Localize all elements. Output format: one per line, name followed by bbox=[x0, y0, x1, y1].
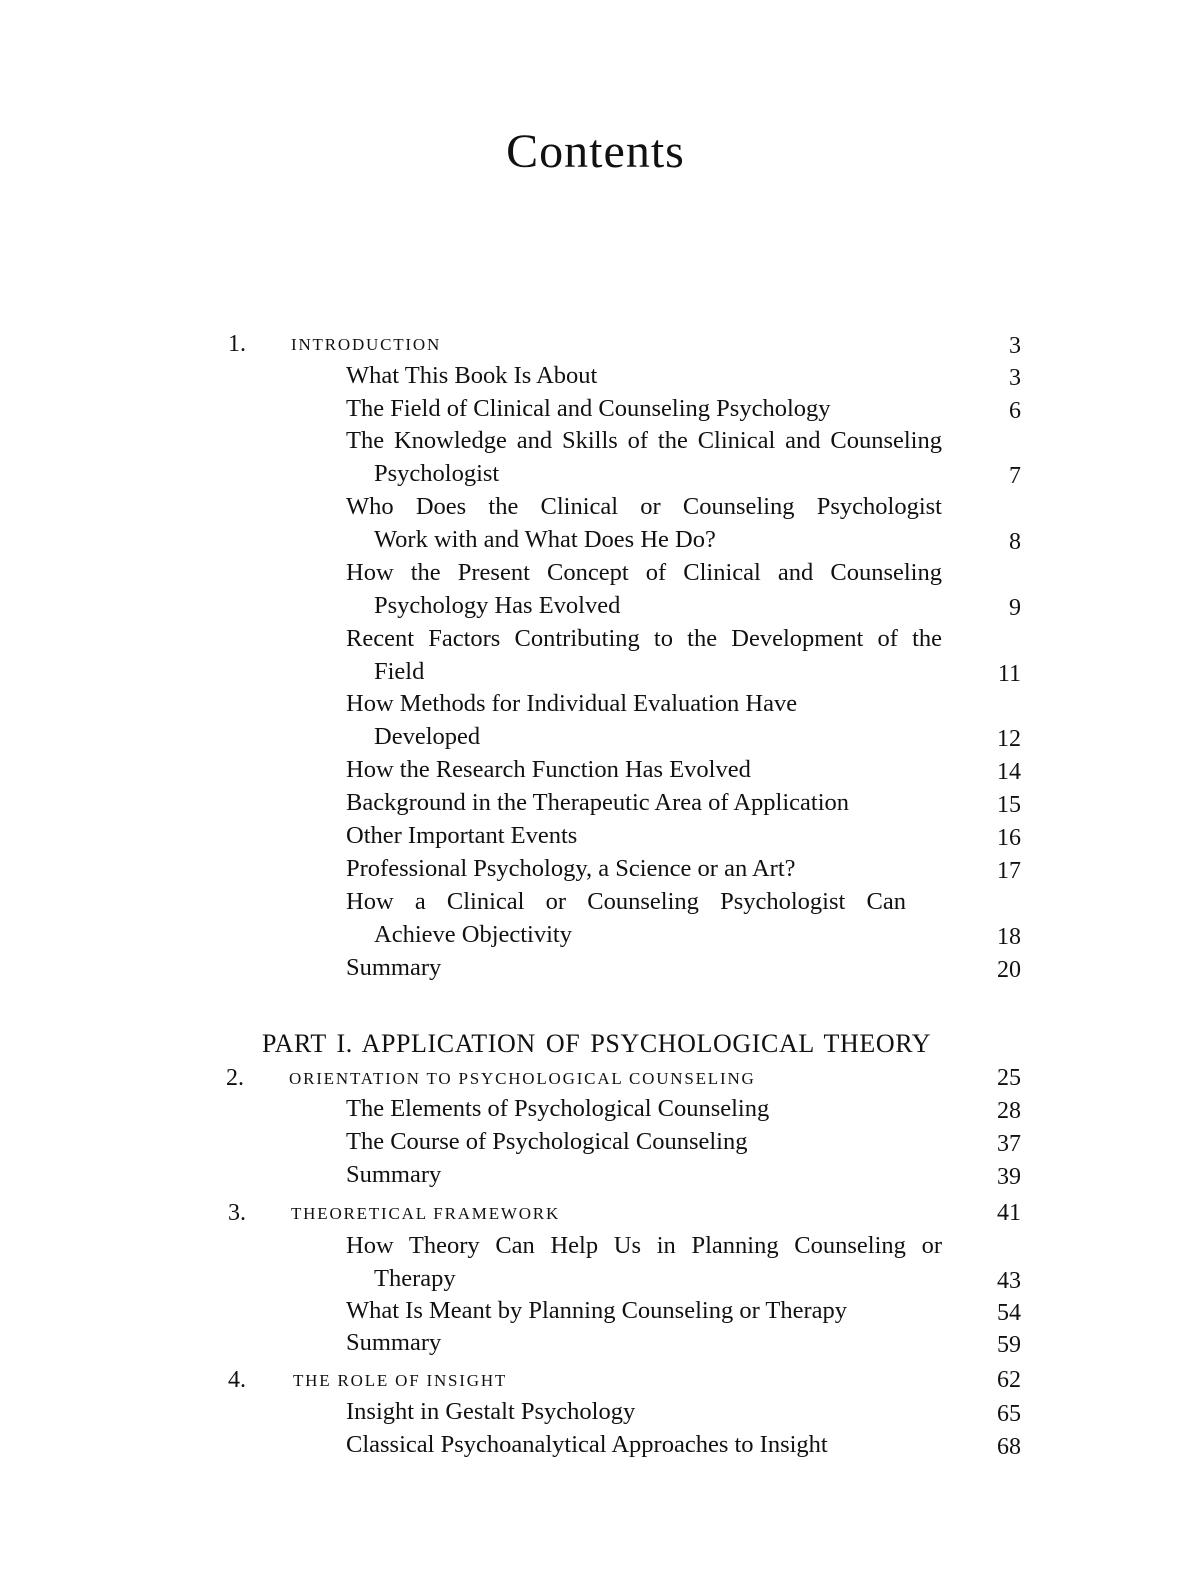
toc-entry-continuation: Work with and What Does He Do? bbox=[374, 526, 716, 553]
page-number: 8 bbox=[1009, 529, 1021, 555]
toc-entry: The Field of Clinical and Counseling Psychology bbox=[346, 395, 831, 422]
page-number: 68 bbox=[997, 1434, 1021, 1460]
toc-entry: What This Book Is About bbox=[346, 362, 598, 389]
page-number: 9 bbox=[1009, 595, 1021, 621]
toc-entry: How Theory Can Help Us in Planning Counseling or bbox=[346, 1232, 942, 1259]
toc-entry: Who Does the Clinical or Counseling Psychologist bbox=[346, 493, 942, 520]
chapter-title: THE ROLE OF INSIGHT bbox=[293, 1371, 508, 1390]
toc-entry-continuation: Field bbox=[374, 658, 425, 685]
toc-entry-continuation: Psychology Has Evolved bbox=[374, 592, 621, 619]
toc-entry: How the Present Concept of Clinical and Counseling bbox=[346, 559, 942, 586]
page-number: 65 bbox=[997, 1401, 1021, 1427]
toc-entry: How Methods for Individual Evaluation Have bbox=[346, 690, 798, 717]
page-number: 20 bbox=[997, 957, 1021, 983]
chapter-number: 1. bbox=[228, 331, 246, 357]
page-number: 11 bbox=[997, 661, 1021, 687]
toc-entry: The Elements of Psychological Counseling bbox=[346, 1095, 770, 1122]
toc-entry: Other Important Events bbox=[346, 822, 578, 849]
chapter-title: THEORETICAL FRAMEWORK bbox=[291, 1204, 561, 1223]
page-number: 18 bbox=[997, 924, 1021, 950]
page-number: 17 bbox=[997, 858, 1021, 884]
page-number: 6 bbox=[1009, 398, 1021, 424]
page-number: 59 bbox=[997, 1332, 1021, 1358]
toc-entry: Professional Psychology, a Science or an Art? bbox=[346, 855, 796, 882]
page-number: 7 bbox=[1009, 463, 1021, 489]
page-number: 16 bbox=[997, 825, 1021, 851]
toc-entry: Classical Psychoanalytical Approaches to Insight bbox=[346, 1431, 828, 1458]
toc-entry: The Course of Psychological Counseling bbox=[346, 1128, 748, 1155]
toc-entry: Summary bbox=[346, 1329, 442, 1356]
page-number: 25 bbox=[997, 1065, 1021, 1091]
toc-entry: How the Research Function Has Evolved bbox=[346, 756, 751, 783]
toc-entry: The Knowledge and Skills of the Clinical and Counseling bbox=[346, 427, 942, 454]
chapter-number: 4. bbox=[228, 1367, 246, 1393]
part-heading: PART I. APPLICATION OF PSYCHOLOGICAL THEORY bbox=[262, 1029, 932, 1058]
chapter-number: 3. bbox=[228, 1200, 246, 1226]
page-number: 12 bbox=[997, 726, 1021, 752]
chapter-number: 2. bbox=[226, 1065, 244, 1091]
toc-entry-continuation: Achieve Objectivity bbox=[374, 921, 572, 948]
toc-entry-continuation: Developed bbox=[374, 723, 481, 750]
page-title: Contents bbox=[506, 125, 685, 178]
toc-entry: What Is Meant by Planning Counseling or Therapy bbox=[346, 1297, 848, 1324]
toc-entry-continuation: Therapy bbox=[374, 1265, 456, 1292]
page-number: 28 bbox=[997, 1098, 1021, 1124]
page-number: 3 bbox=[1009, 365, 1021, 391]
toc-entry: Insight in Gestalt Psychology bbox=[346, 1398, 636, 1425]
chapter-title: ORIENTATION TO PSYCHOLOGICAL COUNSELING bbox=[289, 1069, 756, 1088]
page-number: 62 bbox=[997, 1367, 1021, 1393]
page-number: 15 bbox=[997, 792, 1021, 818]
toc-entry: Summary bbox=[346, 954, 442, 981]
page-number: 39 bbox=[997, 1164, 1021, 1190]
page-number: 41 bbox=[997, 1200, 1021, 1226]
page-number: 54 bbox=[997, 1300, 1021, 1326]
page-number: 43 bbox=[997, 1268, 1021, 1294]
chapter-title: INTRODUCTION bbox=[291, 335, 442, 354]
page-number: 37 bbox=[997, 1131, 1021, 1157]
toc-entry-continuation: Psychologist bbox=[374, 460, 500, 487]
toc-entry: Recent Factors Contributing to the Development of the bbox=[346, 625, 942, 652]
toc-entry: Summary bbox=[346, 1161, 442, 1188]
toc-entry: Background in the Therapeutic Area of Application bbox=[346, 789, 850, 816]
page-number: 3 bbox=[1009, 333, 1021, 359]
page-number: 14 bbox=[997, 759, 1021, 785]
toc-entry: How a Clinical or Counseling Psychologist Can bbox=[346, 888, 906, 915]
